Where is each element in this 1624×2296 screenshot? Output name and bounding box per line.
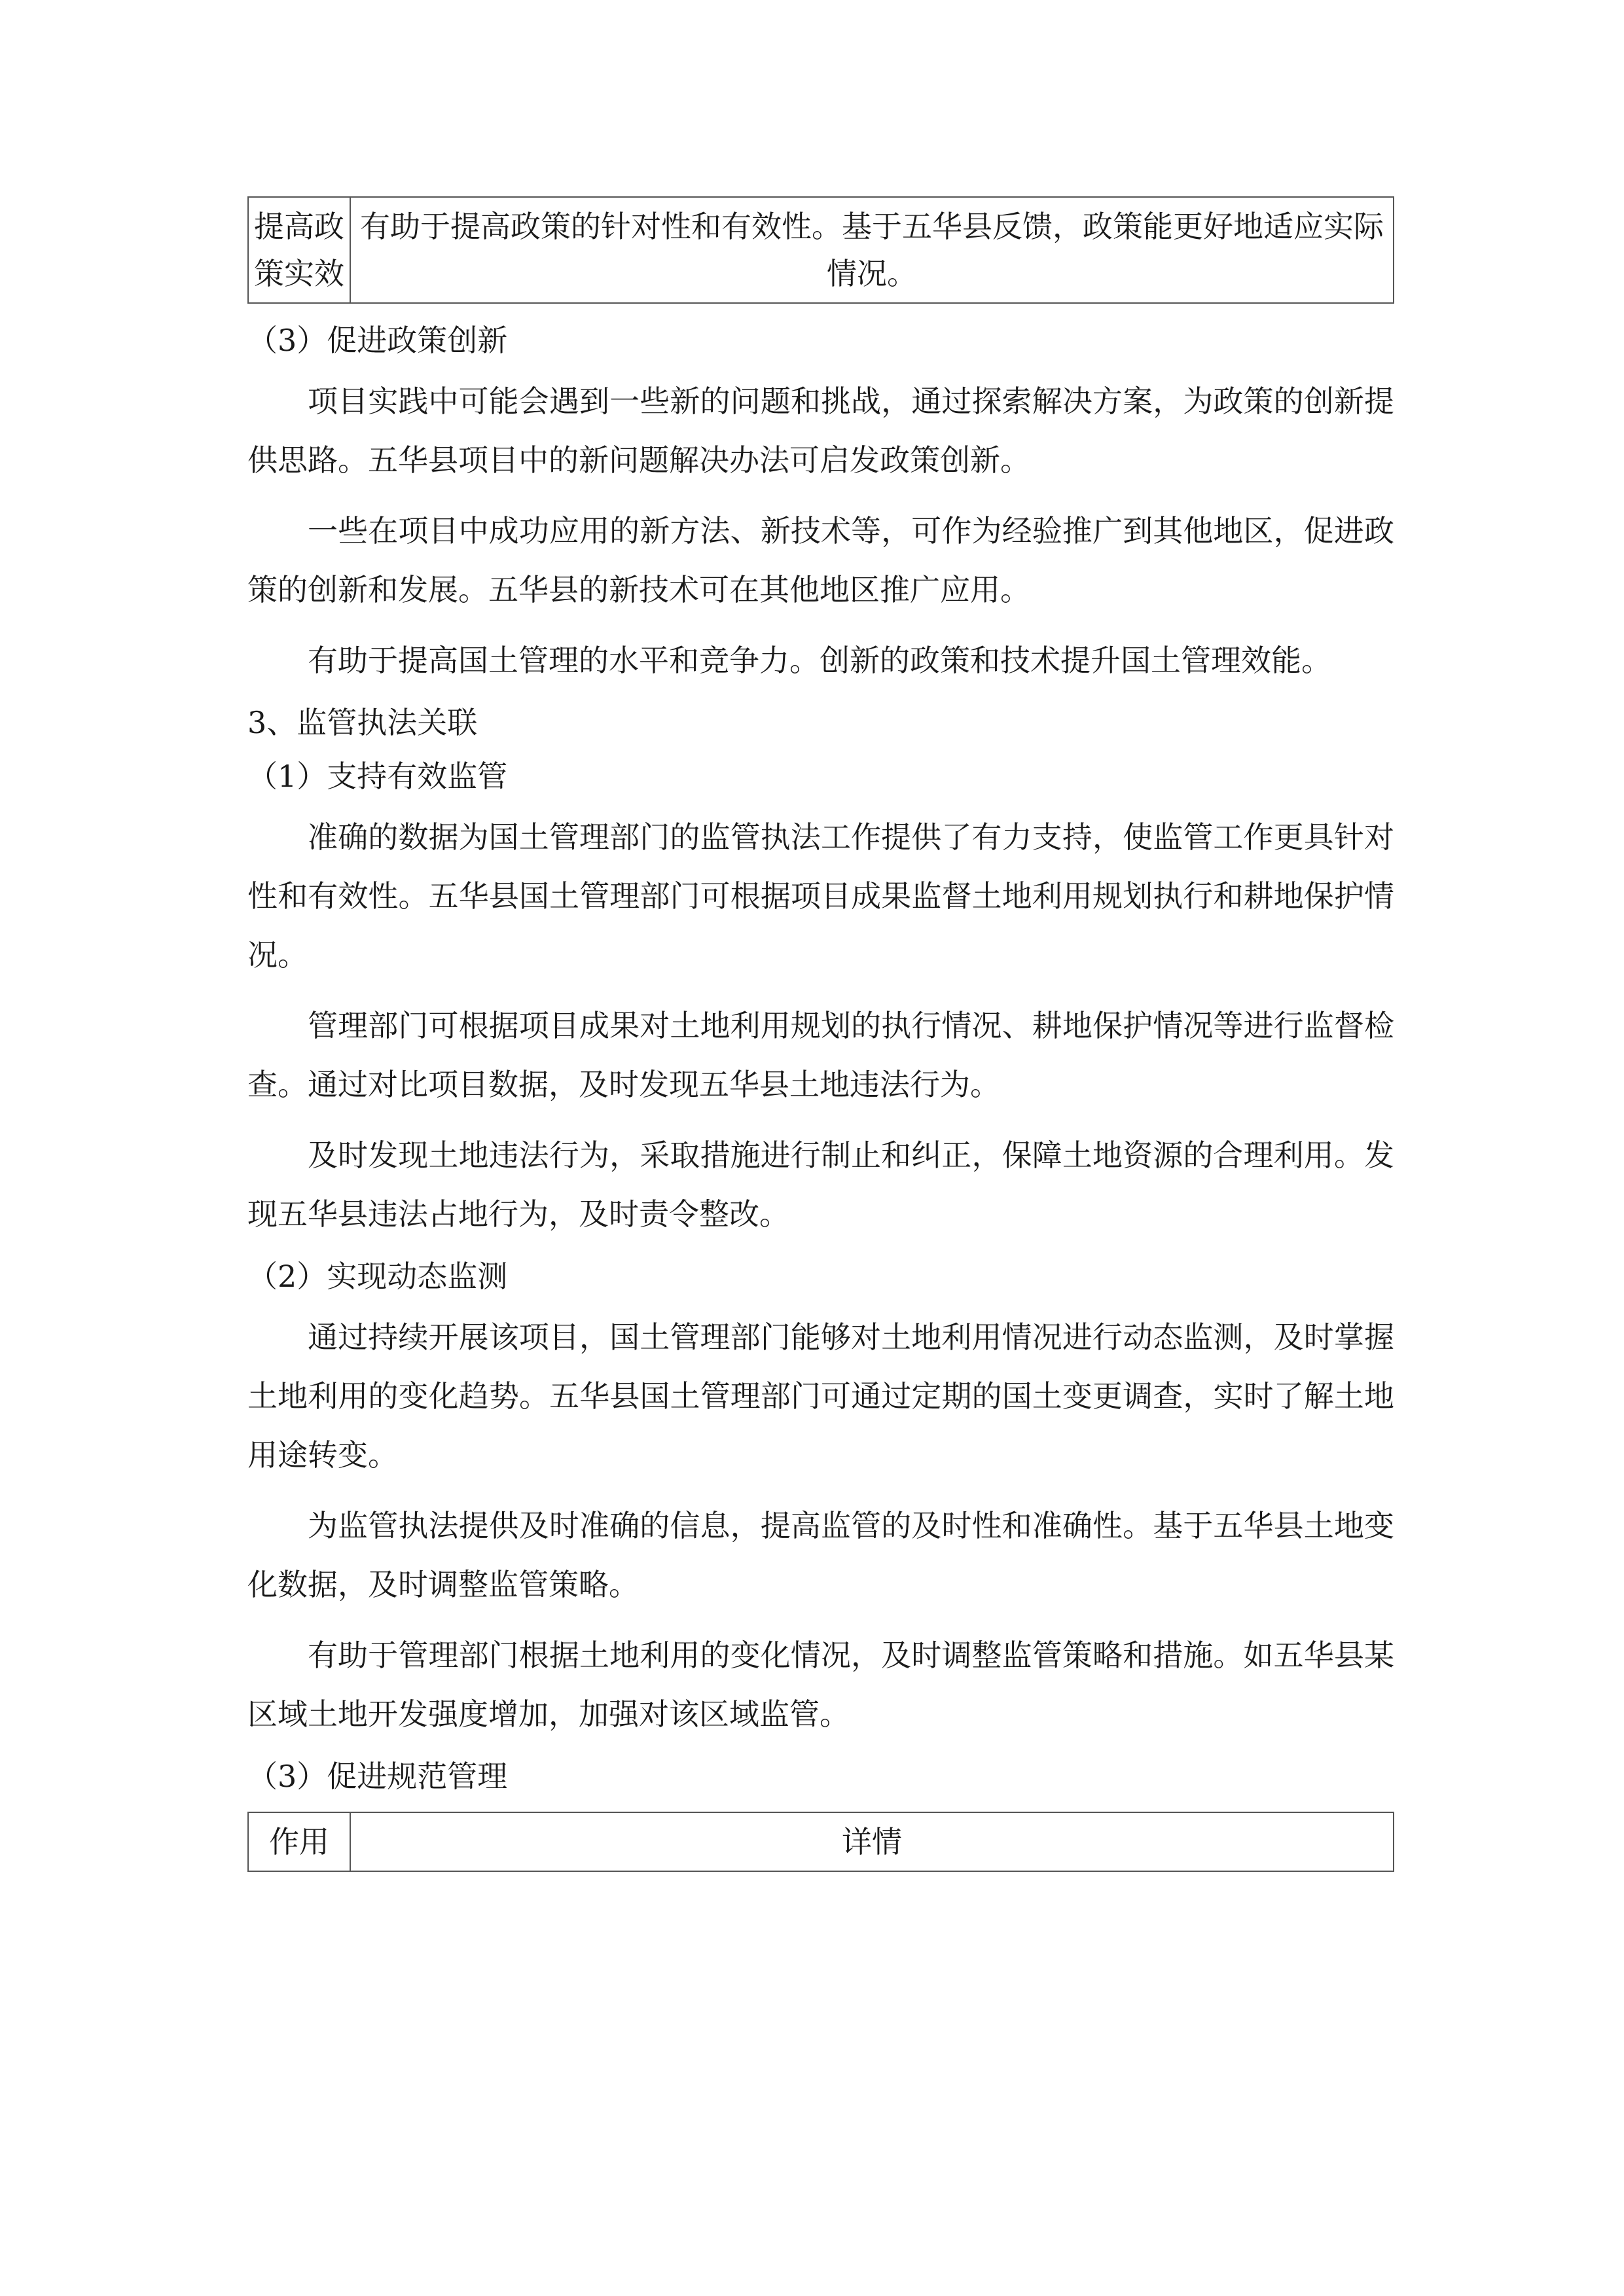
paragraph: 一些在项目中成功应用的新方法、新技术等，可作为经验推广到其他地区，促进政策的创新和发展。五华县的新技术可在其他地区推广应用。 (247, 513, 1394, 607)
table-row (248, 197, 1394, 303)
paragraph: 准确的数据为国土管理部门的监管执法工作提供了有力支持，使监管工作更具针对性和有效性。五华县国土管理部门可根据项目成果监督土地利用规划执行和耕地保护情况。 (247, 819, 1394, 973)
paragraph: 及时发现土地违法行为，采取措施进行制止和纠正，保障土地资源的合理利用。发现五华县违法占地行为，及时责令整改。 (247, 1138, 1394, 1232)
document-page (247, 196, 1394, 1872)
policy-effect-table (247, 196, 1394, 304)
paragraph: 有助于管理部门根据土地利用的变化情况，及时调整监管策略和措施。如五华县某区域土地开发强度增加，加强对该区域监管。 (247, 1638, 1394, 1732)
table-header-detail: 详情 (350, 1812, 1394, 1871)
heading-section-3: 3、监管执法关联 (247, 705, 478, 740)
heading-dynamic-monitoring: （2）实现动态监测 (247, 1259, 508, 1294)
heading-policy-innovation: （3）促进政策创新 (247, 323, 508, 358)
table-header-row (248, 1812, 1394, 1871)
paragraph: 项目实践中可能会遇到一些新的问题和挑战，通过探索解决方案，为政策的创新提供思路。五华县项目中的新问题解决办法可启发政策创新。 (247, 384, 1394, 478)
table-cell-detail: 有助于提高政策的针对性和有效性。基于五华县反馈，政策能更好地适应实际情况。 (350, 197, 1394, 303)
heading-support-supervision: （1）支持有效监管 (247, 759, 508, 794)
table-cell-label: 提高政策实效 (248, 197, 350, 303)
table-header-role: 作用 (248, 1812, 350, 1871)
paragraph: 管理部门可根据项目成果对土地利用规划的执行情况、耕地保护情况等进行监督检查。通过对比项目数据，及时发现五华县土地违法行为。 (247, 1008, 1394, 1102)
paragraph: 通过持续开展该项目，国土管理部门能够对土地利用情况进行动态监测，及时掌握土地利用的变化趋势。五华县国土管理部门可通过定期的国土变更调查，实时了解土地用途转变。 (247, 1319, 1394, 1473)
paragraph: 为监管执法提供及时准确的信息，提高监管的及时性和准确性。基于五华县土地变化数据，及时调整监管策略。 (247, 1508, 1394, 1602)
paragraph: 有助于提高国土管理的水平和竞争力。创新的政策和技术提升国土管理效能。 (308, 643, 1331, 678)
management-effect-table (247, 1812, 1394, 1872)
heading-standardized-management: （3）促进规范管理 (247, 1759, 508, 1794)
